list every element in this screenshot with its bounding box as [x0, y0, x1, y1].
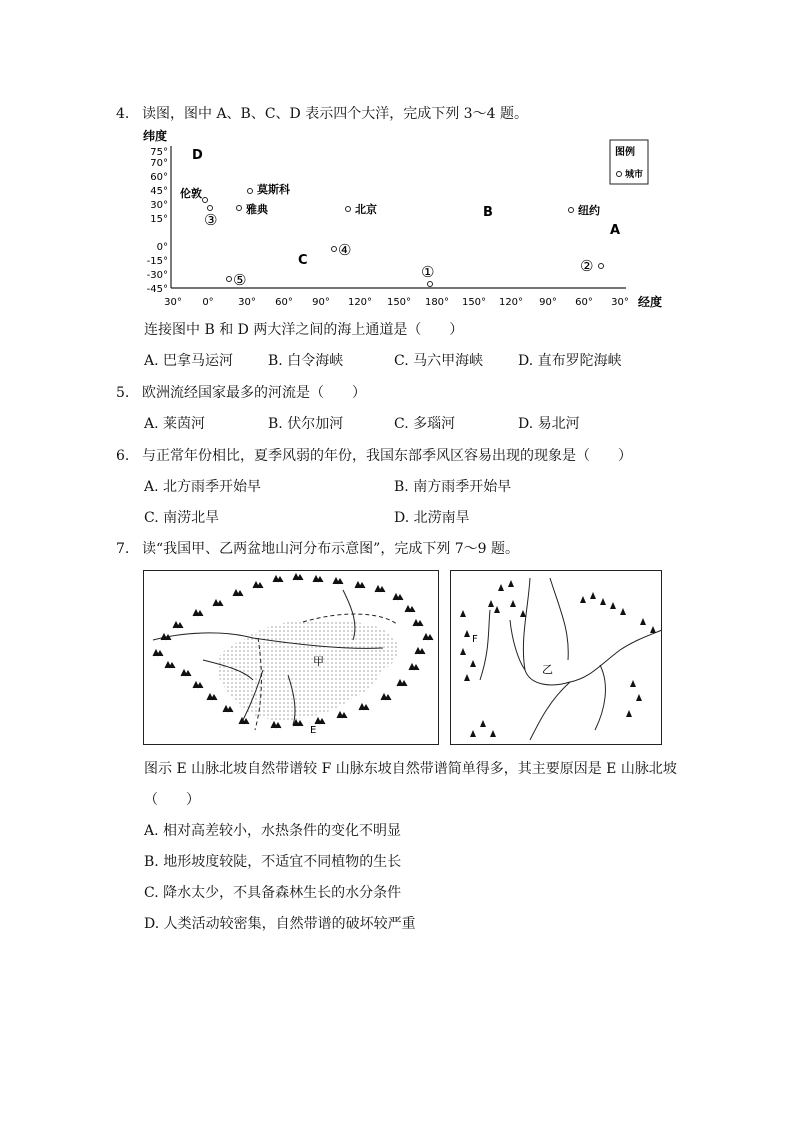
basin-jia-label: 甲	[313, 655, 324, 668]
option-a: A. 巴拿马运河	[144, 353, 234, 369]
city-marker	[332, 247, 337, 252]
question-number: 7.	[116, 541, 130, 557]
question-stem: 与正常年份相比，夏季风弱的年份，我国东部季风区容易出现的现象是（ ）	[142, 448, 632, 464]
x-tick: 60°	[575, 297, 593, 308]
question-stem: 读“我国甲、乙两盆地山河分布示意图”，完成下列 7～9 题。	[142, 541, 520, 557]
city-marker	[248, 189, 253, 194]
y-tick: 45°	[150, 186, 168, 197]
y-tick: -30°	[146, 270, 168, 281]
city-label-athens: 雅典	[246, 203, 268, 216]
circled-number: ③	[204, 211, 218, 229]
city-marker	[428, 282, 433, 287]
x-tick: 0°	[202, 297, 214, 308]
city-label-newyork: 纽约	[578, 204, 600, 217]
x-tick: 90°	[312, 297, 330, 308]
ocean-label-b: B	[483, 205, 493, 220]
y-tick: 15°	[150, 214, 168, 225]
legend-title: 图例	[615, 147, 635, 158]
city-marker	[599, 264, 604, 269]
option-c: C. 南涝北旱	[144, 510, 220, 526]
x-tick: 120°	[498, 297, 524, 308]
y-tick: -15°	[146, 256, 168, 267]
y-tick: 75°	[150, 147, 168, 158]
option-d: D. 直布罗陀海峡	[518, 353, 622, 369]
question-number: 6.	[116, 448, 130, 464]
y-tick: -45°	[146, 284, 168, 295]
y-tick: 0°	[156, 242, 168, 253]
x-tick: 30°	[611, 297, 629, 308]
city-marker	[237, 206, 242, 211]
x-tick: 120°	[347, 297, 373, 308]
x-tick: 90°	[539, 297, 557, 308]
city-marker	[346, 207, 351, 212]
question-stem: 欧洲流经国家最多的河流是（ ）	[142, 385, 366, 401]
basin-jia-map	[143, 570, 439, 745]
ocean-label-a: A	[610, 223, 621, 238]
circled-number: ②	[580, 257, 594, 275]
x-tick: 180°	[424, 297, 450, 308]
y-tick: 30°	[150, 200, 168, 211]
basin-yi-map	[450, 570, 662, 745]
option-d: D. 北涝南旱	[394, 510, 470, 526]
y-tick: 70°	[150, 158, 168, 169]
question-subprompt-bracket: （ ）	[144, 792, 200, 808]
city-marker	[208, 206, 213, 211]
option-c: C. 多瑙河	[394, 416, 456, 432]
x-tick: 60°	[275, 297, 293, 308]
mountain-e-label: E	[310, 725, 317, 736]
y-tick: 60°	[150, 172, 168, 183]
basin-yi-label: 乙	[542, 663, 553, 676]
option-b: B. 白令海峡	[268, 353, 344, 369]
option-b: B. 南方雨季开始早	[394, 479, 512, 495]
ocean-city-map-figure	[140, 128, 663, 314]
city-label-beijing: 北京	[355, 203, 377, 216]
question-stem: 读图，图中 A、B、C、D 表示四个大洋，完成下列 3～4 题。	[142, 106, 528, 122]
option-b: B. 地形坡度较陡，不适宜不同植物的生长	[144, 854, 402, 870]
option-a: A. 北方雨季开始早	[144, 479, 262, 495]
x-tick: 30°	[164, 297, 182, 308]
mountain-f-label: F	[472, 634, 478, 645]
legend-city-label: 城市	[625, 170, 644, 180]
option-d: D. 易北河	[518, 416, 580, 432]
option-d: D. 人类活动较密集，自然带谱的破坏较严重	[144, 916, 416, 932]
city-label-moscow: 莫斯科	[257, 183, 290, 196]
circled-number: ①	[421, 263, 435, 281]
ocean-label-c: C	[298, 253, 308, 268]
x-tick: 150°	[461, 297, 487, 308]
question-number: 5.	[116, 385, 130, 401]
option-c: C. 马六甲海峡	[394, 353, 484, 369]
x-tick: 150°	[386, 297, 412, 308]
option-a: A. 莱茵河	[144, 416, 206, 432]
circled-number: ⑤	[233, 271, 247, 289]
option-c: C. 降水太少，不具备森林生长的水分条件	[144, 885, 402, 901]
city-marker	[227, 277, 232, 282]
option-b: B. 伏尔加河	[268, 416, 344, 432]
option-a: A. 相对高差较小，水热条件的变化不明显	[144, 823, 402, 839]
question-number: 4.	[116, 106, 130, 122]
x-tick: 30°	[238, 297, 256, 308]
question-subprompt: 图示 E 山脉北坡自然带谱较 F 山脉东坡自然带谱简单得多，其主要原因是 E 山脉北坡	[144, 761, 677, 777]
city-marker	[569, 208, 574, 213]
ocean-label-d: D	[192, 148, 203, 163]
city-label-london: 伦敦	[180, 187, 202, 200]
x-axis-title: 经度	[638, 295, 663, 309]
question-subprompt: 连接图中 B 和 D 两大洋之间的海上通道是（ ）	[144, 322, 464, 338]
circled-number: ④	[338, 241, 352, 259]
city-marker	[203, 198, 208, 203]
y-axis-title: 纬度	[143, 129, 168, 143]
